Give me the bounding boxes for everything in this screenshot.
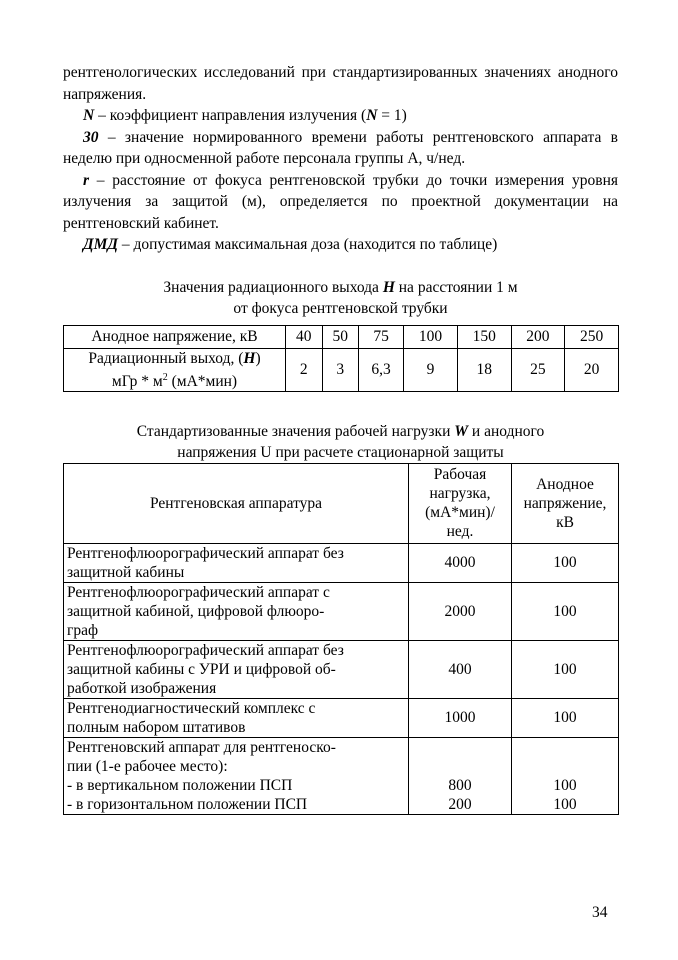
table-row: Рентгеновский аппарат для рентгеноско- пии (1-е рабочее место): - в вертикальном положении ПСП - в горизонтальном положении ПСП 800 200 100 100 <box>64 737 619 814</box>
header-voltage: Анодное напряжение, кВ <box>512 463 619 543</box>
table2-caption: Стандартизованные значения рабочей нагрузки W и анодного напряжения U при расчете стационарной защиты <box>136 422 545 461</box>
table1-caption: Значения радиационного выхода H на расстоянии 1 м от фокуса рентгеновской трубки <box>163 278 518 317</box>
table-header <box>64 463 619 543</box>
table-row: Радиационный выход, (H) мГр * $м^2$ (мА*мин) 2 3 6,3 9 18 25 20 <box>64 348 619 391</box>
row-label: Радиационный выход, (H) мГр * $м^2$ (мА*мин) <box>64 348 286 391</box>
workload-table <box>63 463 619 815</box>
definition-n: N – коэффициент направления излучения (N = 1) <box>83 107 407 124</box>
definition-r: r – расстояние от фокуса рентгеновской трубки до точки измерения уровня излучения за защитой (м), определяется по проектной документации на рентгеновский кабинет. <box>63 171 618 232</box>
header-load: Рабочая нагрузка, (мА*мин)/ нед. <box>409 463 512 543</box>
table-row: Рентгенодиагностический комплекс с полным набором штативов 1000 100 <box>64 698 619 737</box>
term: 30 <box>83 128 99 146</box>
definition-30: 30 – значение нормированного времени работы рентгеновского аппарата в неделю при односменной работе персонала группы А, ч/нед. <box>63 128 618 167</box>
header-equipment: Рентгеновская аппаратура <box>64 463 409 543</box>
definition-dmd: ДМД – допустимая максимальная доза (находится по таблице) <box>83 236 498 253</box>
term: N <box>83 107 95 124</box>
table-row: Анодное напряжение, кВ 40 50 75 100 150 200 250 <box>64 325 619 348</box>
term: r <box>83 171 90 189</box>
page-content <box>63 62 618 815</box>
term: ДМД <box>83 236 118 253</box>
radiation-output-table <box>63 325 619 392</box>
table-row: Рентгенофлюорографический аппарат с защитной кабиной, цифровой флюоро- граф 2000 100 <box>64 582 619 640</box>
table-row: Рентгенофлюорографический аппарат без защитной кабины 4000 100 <box>64 543 619 582</box>
paragraph: рентгенологических исследований при стандартизированных значениях анодного напряжения. <box>63 64 618 103</box>
page-number: 34 <box>592 904 608 921</box>
table-row: Рентгенофлюорографический аппарат без защитной кабины с УРИ и цифровой об- работкой изображения 400 100 <box>64 640 619 698</box>
row-label: Анодное напряжение, кВ <box>64 325 286 348</box>
